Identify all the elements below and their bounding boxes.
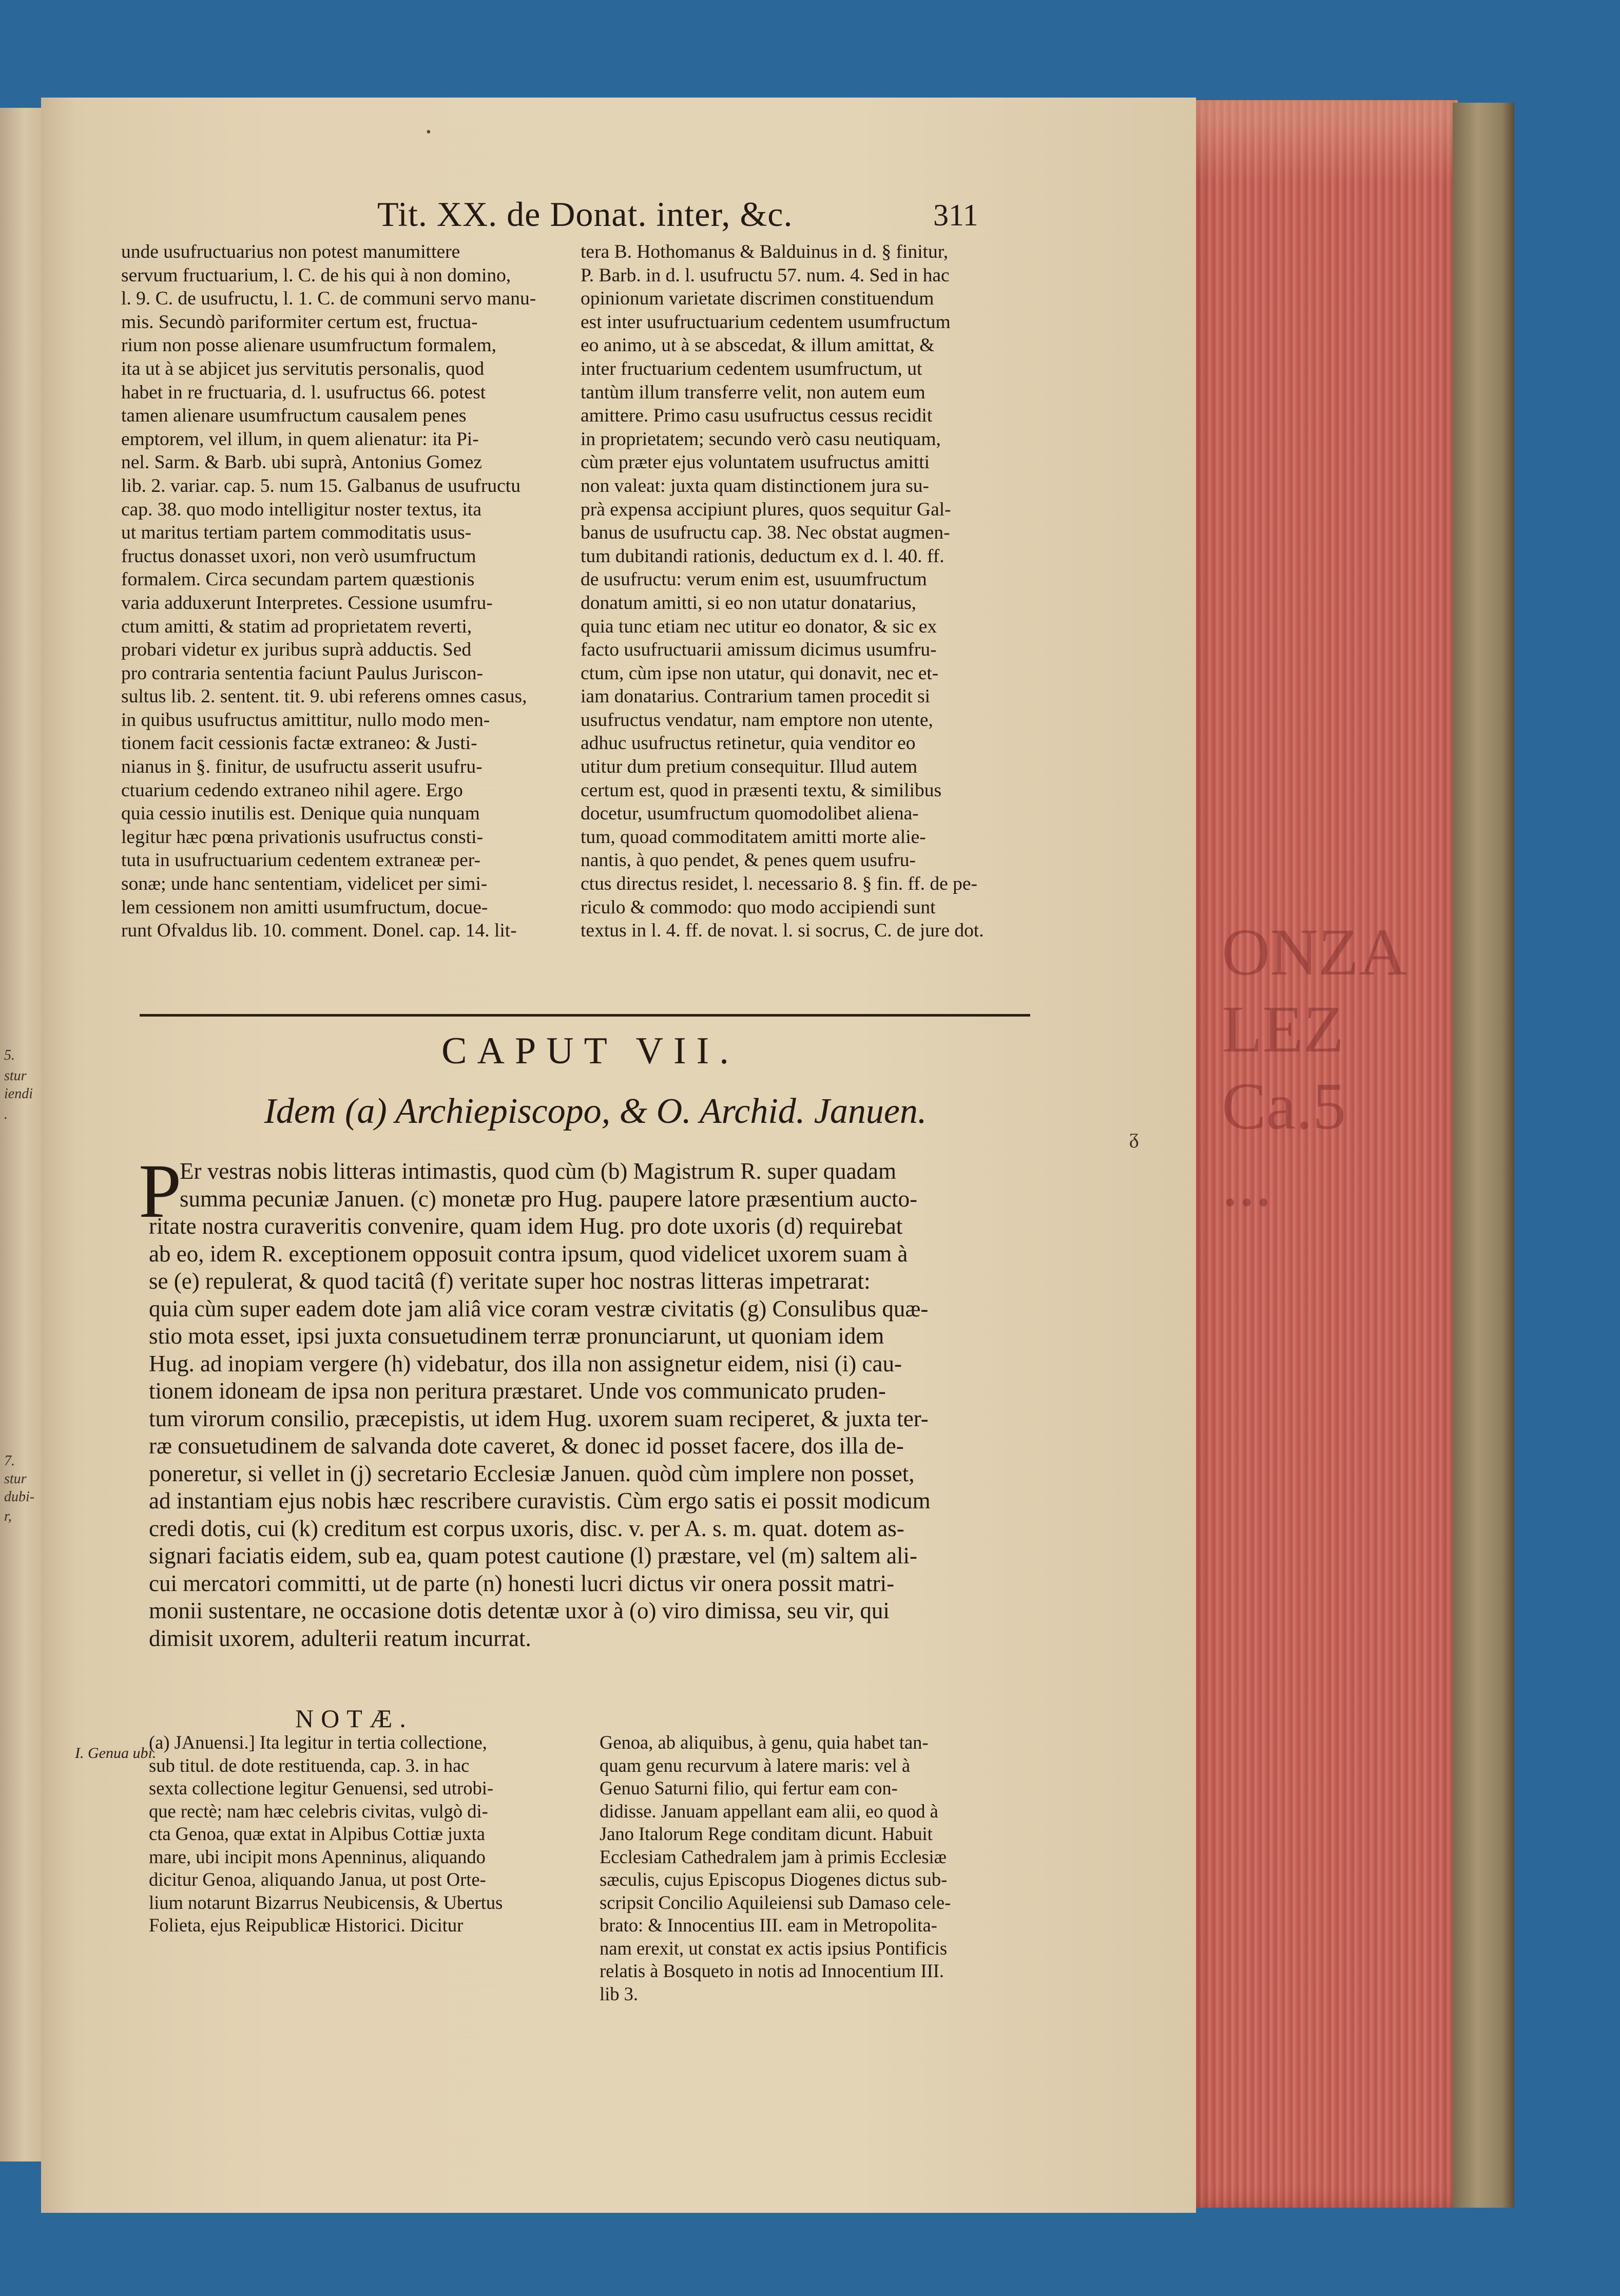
left-margin-note: stur	[4, 1068, 27, 1084]
text-line: rium non posse alienare usumfructum formalem,	[121, 335, 497, 356]
text-line: tantùm illum transferre velit, non autem eum	[581, 381, 925, 403]
text-line: mis. Secundò pariformiter certum est, fructua-	[121, 311, 478, 333]
body-line: dimisit uxorem, adulterii reatum incurrat.	[149, 1625, 531, 1651]
note-line: que rectè; nam hæc celebris civitas, vulgò di-	[149, 1800, 488, 1822]
note-line: lib 3.	[600, 1983, 639, 2004]
notes-right-column	[600, 1731, 1033, 2005]
body-line: stio mota esset, ipsi juxta consuetudinem terræ pronunciarunt, ut quoniam idem	[149, 1323, 884, 1349]
note-line: quam genu recurvum à latere maris: vel à	[600, 1754, 911, 1776]
text-line: utitur dum pretium consequitur. Illud autem	[581, 756, 918, 778]
body-line: summa pecuniæ Januen. (c) monetæ pro Hug. paupere latore præsentium aucto-	[180, 1185, 918, 1212]
text-line: amittere. Primo casu usufructus cessus recidit	[581, 405, 933, 427]
note-line: lium notarunt Bizarrus Neubicensis, & Ubertus	[149, 1891, 503, 1913]
body-line: monii sustentare, ne occasione dotis detentæ uxor à (o) viro dimissa, seu vir, qui	[149, 1598, 890, 1623]
drop-cap: P	[139, 1149, 182, 1234]
text-line: legitur hæc pœna privationis usufructus consti-	[121, 826, 484, 848]
text-line: sultus lib. 2. sentent. tit. 9. ubi referens omnes casus,	[121, 686, 527, 707]
text-line: docetur, usumfructum quomodolibet aliena-	[581, 803, 919, 825]
library-stamp	[1222, 914, 1458, 1222]
left-column	[121, 240, 578, 943]
text-line: pro contraria sententia faciunt Paulus Juriscon-	[121, 662, 483, 684]
left-margin-note: 7.	[4, 1453, 15, 1469]
book-cover-edge	[1453, 103, 1514, 2208]
decretal-body	[149, 1158, 1029, 1652]
text-line: l. 9. C. de usufructu, l. 1. C. de communi servo manu-	[121, 288, 536, 310]
text-line: quia tunc etiam nec utitur eo donator, & sic ex	[581, 616, 937, 637]
text-line: varia adduxerunt Interpretes. Cessione usumfru-	[121, 592, 493, 614]
text-line: prà expensa accipiunt plures, quos sequitur Gal-	[581, 499, 951, 520]
body-line: signari faciatis eidem, sub ea, quam potest cautione (l) præstare, vel (m) saltem ali-	[149, 1543, 917, 1568]
text-line: nianus in §. finitur, de usufructu asserit usufru-	[121, 756, 483, 778]
left-margin-note: .	[4, 1106, 8, 1122]
text-line: emptorem, vel illum, in quem alienatur: ita Pi-	[121, 428, 479, 450]
body-line: Er vestras nobis litteras intimastis, quod cùm (b) Magistrum R. super quadam	[180, 1158, 897, 1184]
text-line: tum, quoad commoditatem amitti morte alie-	[581, 826, 926, 848]
text-line: certum est, quod in præsenti textu, & similibus	[581, 779, 942, 801]
text-line: ctum amitti, & statim ad proprietatem reverti,	[121, 616, 472, 637]
note-line: mare, ubi incipit mons Apenninus, aliquando	[149, 1846, 486, 1867]
text-line: cùm præter ejus voluntatem usufructus amitti	[581, 452, 930, 473]
text-line: facto usufructuarii amissum dicimus usumfru-	[581, 639, 937, 661]
text-line: in quibus usufructus amittitur, nullo modo men-	[121, 709, 490, 731]
body-line: Hug. ad inopiam vergere (h) videbatur, dos illa non assignetur eidem, nisi (i) cau-	[149, 1350, 902, 1376]
text-line: opinionum varietate discrimen constituendum	[581, 288, 934, 310]
text-line: tum dubitandi rationis, deductum ex d. l. 40. ff.	[581, 545, 944, 567]
text-line: nel. Sarm. & Barb. ubi suprà, Antonius Gomez	[121, 452, 483, 473]
text-line: lib. 2. variar. cap. 5. num 15. Galbanus de usufructu	[121, 475, 520, 496]
right-column	[581, 240, 1033, 943]
text-line: P. Barb. in d. l. usufructu 57. num. 4. Sed in hac	[581, 264, 950, 286]
left-page-edge	[0, 108, 41, 2161]
left-margin-note: dubi-	[4, 1489, 35, 1505]
note-line: sæculis, cujus Episcopus Diogenes dictus sub-	[600, 1869, 948, 1890]
note-line: sexta collectione legitur Genuensi, sed utrobi-	[149, 1777, 493, 1798]
body-line: quia cùm super eadem dote jam aliâ vice coram vestræ civitatis (g) Consulibus quæ-	[149, 1295, 929, 1322]
text-line: probari videtur ex juribus suprà adductis. Sed	[121, 639, 472, 661]
text-line: cap. 38. quo modo intelligitur noster textus, ita	[121, 499, 481, 520]
text-line: eo animo, ut à se abscedat, & illum amittat, &	[581, 335, 935, 356]
text-line: inter fructuarium cedentem usumfructum, ut	[581, 358, 922, 379]
text-line: banus de usufructu cap. 38. Nec obstat augmen-	[581, 522, 950, 544]
text-line: tamen alienare usumfructum causalem penes	[121, 405, 467, 427]
text-line: tera B. Hothomanus & Balduinus in d. § finitur,	[581, 241, 949, 262]
printer-mark: •	[426, 124, 431, 140]
note-line: Genuo Saturni filio, qui fertur eam con-	[600, 1777, 898, 1798]
note-line: Ecclesiam Cathedralem jam à primis Ecclesiæ	[600, 1846, 947, 1867]
decorative-mark: ᵹ	[1129, 1125, 1139, 1148]
text-line: habet in re fructuaria, d. l. usufructus 66. potest	[121, 381, 486, 403]
page-number: 311	[933, 198, 978, 232]
stamp-line: ...	[1222, 1146, 1272, 1220]
body-line: ad instantiam ejus nobis hæc rescribere curavistis. Cùm ergo satis ei possit modicum	[149, 1488, 931, 1514]
note-line: (a) JAnuensi.] Ita legitur in tertia collectione,	[149, 1732, 487, 1753]
chapter-title: CAPUT VII.	[441, 1030, 739, 1072]
text-line: de usufructu: verum enim est, usuumfructum	[581, 569, 927, 590]
notes-left-column	[149, 1731, 595, 1937]
text-line: in proprietatem; secundo verò casu neutiquam,	[581, 428, 941, 450]
text-line: lem cessionem non amitti usumfructum, docue-	[121, 896, 488, 918]
note-line: Genoa, ab aliquibus, à genu, quia habet tan-	[600, 1732, 929, 1753]
text-line: textus in l. 4. ff. de novat. l. si socrus, C. de jure dot.	[581, 920, 984, 942]
notes-heading: NOTÆ.	[295, 1704, 413, 1733]
note-line: Jano Italorum Rege conditam dicunt. Habuit	[600, 1823, 933, 1844]
text-line: runt Ofvaldus lib. 10. comment. Donel. cap. 14. lit-	[121, 920, 517, 942]
note-line: relatis à Bosqueto in notis ad Innocentium III.	[600, 1960, 944, 1981]
section-rule	[140, 1014, 1030, 1017]
body-line: ab eo, idem R. exceptionem opposuit contra ipsum, quod videlicet uxorem suam à	[149, 1240, 908, 1267]
text-line: donatum amitti, si eo non utatur donatarius,	[581, 592, 917, 614]
text-line: tuta in usufructuarium cedentem extraneæ per-	[121, 850, 481, 871]
note-line: scripsit Concilio Aquileiensi sub Damaso cele-	[600, 1891, 951, 1913]
text-line: formalem. Circa secundam partem quæstionis	[121, 569, 475, 590]
text-line: unde usufructuarius non potest manumittere	[121, 241, 460, 262]
text-line: servum fructuarium, l. C. de his qui à non domino,	[121, 264, 511, 286]
body-line: se (e) repulerat, & quod tacitâ (f) veritate super hoc nostras litteras impetrarat:	[149, 1268, 871, 1294]
body-line: tionem idoneam de ipsa non peritura præstaret. Unde vos communicato pruden-	[149, 1378, 886, 1404]
left-margin-note: stur	[4, 1471, 27, 1487]
stamp-line: Ca.5	[1222, 1069, 1346, 1143]
chapter-subtitle: Idem (a) Archiepiscopo, & O. Archid. Januen.	[264, 1092, 927, 1131]
text-line: adhuc usufructus retinetur, quia venditor eo	[581, 733, 916, 754]
note-line: nam erexit, ut constat ex actis ipsius Pontificis	[600, 1937, 948, 1959]
body-line: cui mercatori committi, ut de parte (n) honesti lucri dictus vir onera possit matri-	[149, 1570, 895, 1596]
left-margin-note: iendi	[4, 1086, 33, 1102]
note-line: brato: & Innocentius III. eam in Metropolita-	[600, 1915, 937, 1936]
text-line: nantis, à quo pendet, & penes quem usufru-	[581, 850, 916, 871]
text-line: est inter usufructuarium cedentem usumfructum	[581, 311, 951, 333]
text-line: ctuarium cedendo extraneo nihil agere. Ergo	[121, 779, 463, 801]
body-line: poneretur, si vellet in (j) secretario Ecclesiæ Januen. quòd cùm implere non posset,	[149, 1460, 915, 1486]
body-line: credi dotis, cui (k) creditum est corpus uxoris, disc. v. per A. s. m. quat. dotem as-	[149, 1515, 904, 1541]
running-title: Tit. XX. de Donat. inter, &c.	[377, 195, 793, 234]
note-line: sub titul. de dote restituenda, cap. 3. in hac	[149, 1754, 470, 1776]
left-margin-note: r,	[4, 1508, 12, 1524]
stamp-line: LEZ	[1222, 992, 1344, 1066]
body-line: tum virorum consilio, præcepistis, ut idem Hug. uxorem suam reciperet, & juxta ter-	[149, 1405, 929, 1431]
stamp-line: ONZA	[1222, 915, 1407, 989]
note-line: cta Genoa, quæ extat in Alpibus Cottiæ juxta	[149, 1823, 485, 1844]
text-line: riculo & commodo: quo modo accipiendi sunt	[581, 896, 936, 918]
text-line: non valeat: juxta quam distinctionem jura su-	[581, 475, 930, 496]
text-line: ita ut à se abjicet jus servitutis personalis, quod	[121, 358, 485, 379]
text-line: sonæ; unde hanc sententiam, videlicet per simi-	[121, 873, 488, 895]
note-line: dicitur Genoa, aliquando Janua, ut post Orte-	[149, 1869, 486, 1890]
body-line: ritate nostra curaveritis convenire, quam idem Hug. pro dote uxoris (d) requirebat	[149, 1213, 903, 1239]
note-line: Folieta, ejus Reipublicæ Historici. Dicitur	[149, 1915, 464, 1936]
body-line: ræ consuetudinem de salvanda dote caveret, & donec id posset facere, dos illa de-	[149, 1433, 904, 1459]
text-line: fructus donasset uxori, non verò usumfructum	[121, 545, 476, 567]
note-line: didisse. Januam appellant eam alii, eo quod à	[600, 1800, 938, 1822]
text-line: iam donatarius. Contrarium tamen procedit si	[581, 686, 931, 707]
left-margin-note: 5.	[4, 1047, 15, 1063]
text-line: tionem facit cessionis factæ extraneo: & Justi-	[121, 733, 477, 754]
text-line: ctus directus residet, l. necessario 8. § fin. ff. de pe-	[581, 873, 978, 895]
text-line: usufructus vendatur, nam emptore non utente,	[581, 709, 933, 731]
text-line: quia cessio inutilis est. Denique quia nunquam	[121, 803, 480, 825]
text-line: ut maritus tertiam partem commoditatis usus-	[121, 522, 472, 544]
margin-note: I. Genua ubi.	[75, 1745, 157, 1762]
fore-edge-highlight	[1196, 100, 1458, 182]
text-line: ctum, cùm ipse non utatur, qui donavit, nec et-	[581, 662, 939, 684]
